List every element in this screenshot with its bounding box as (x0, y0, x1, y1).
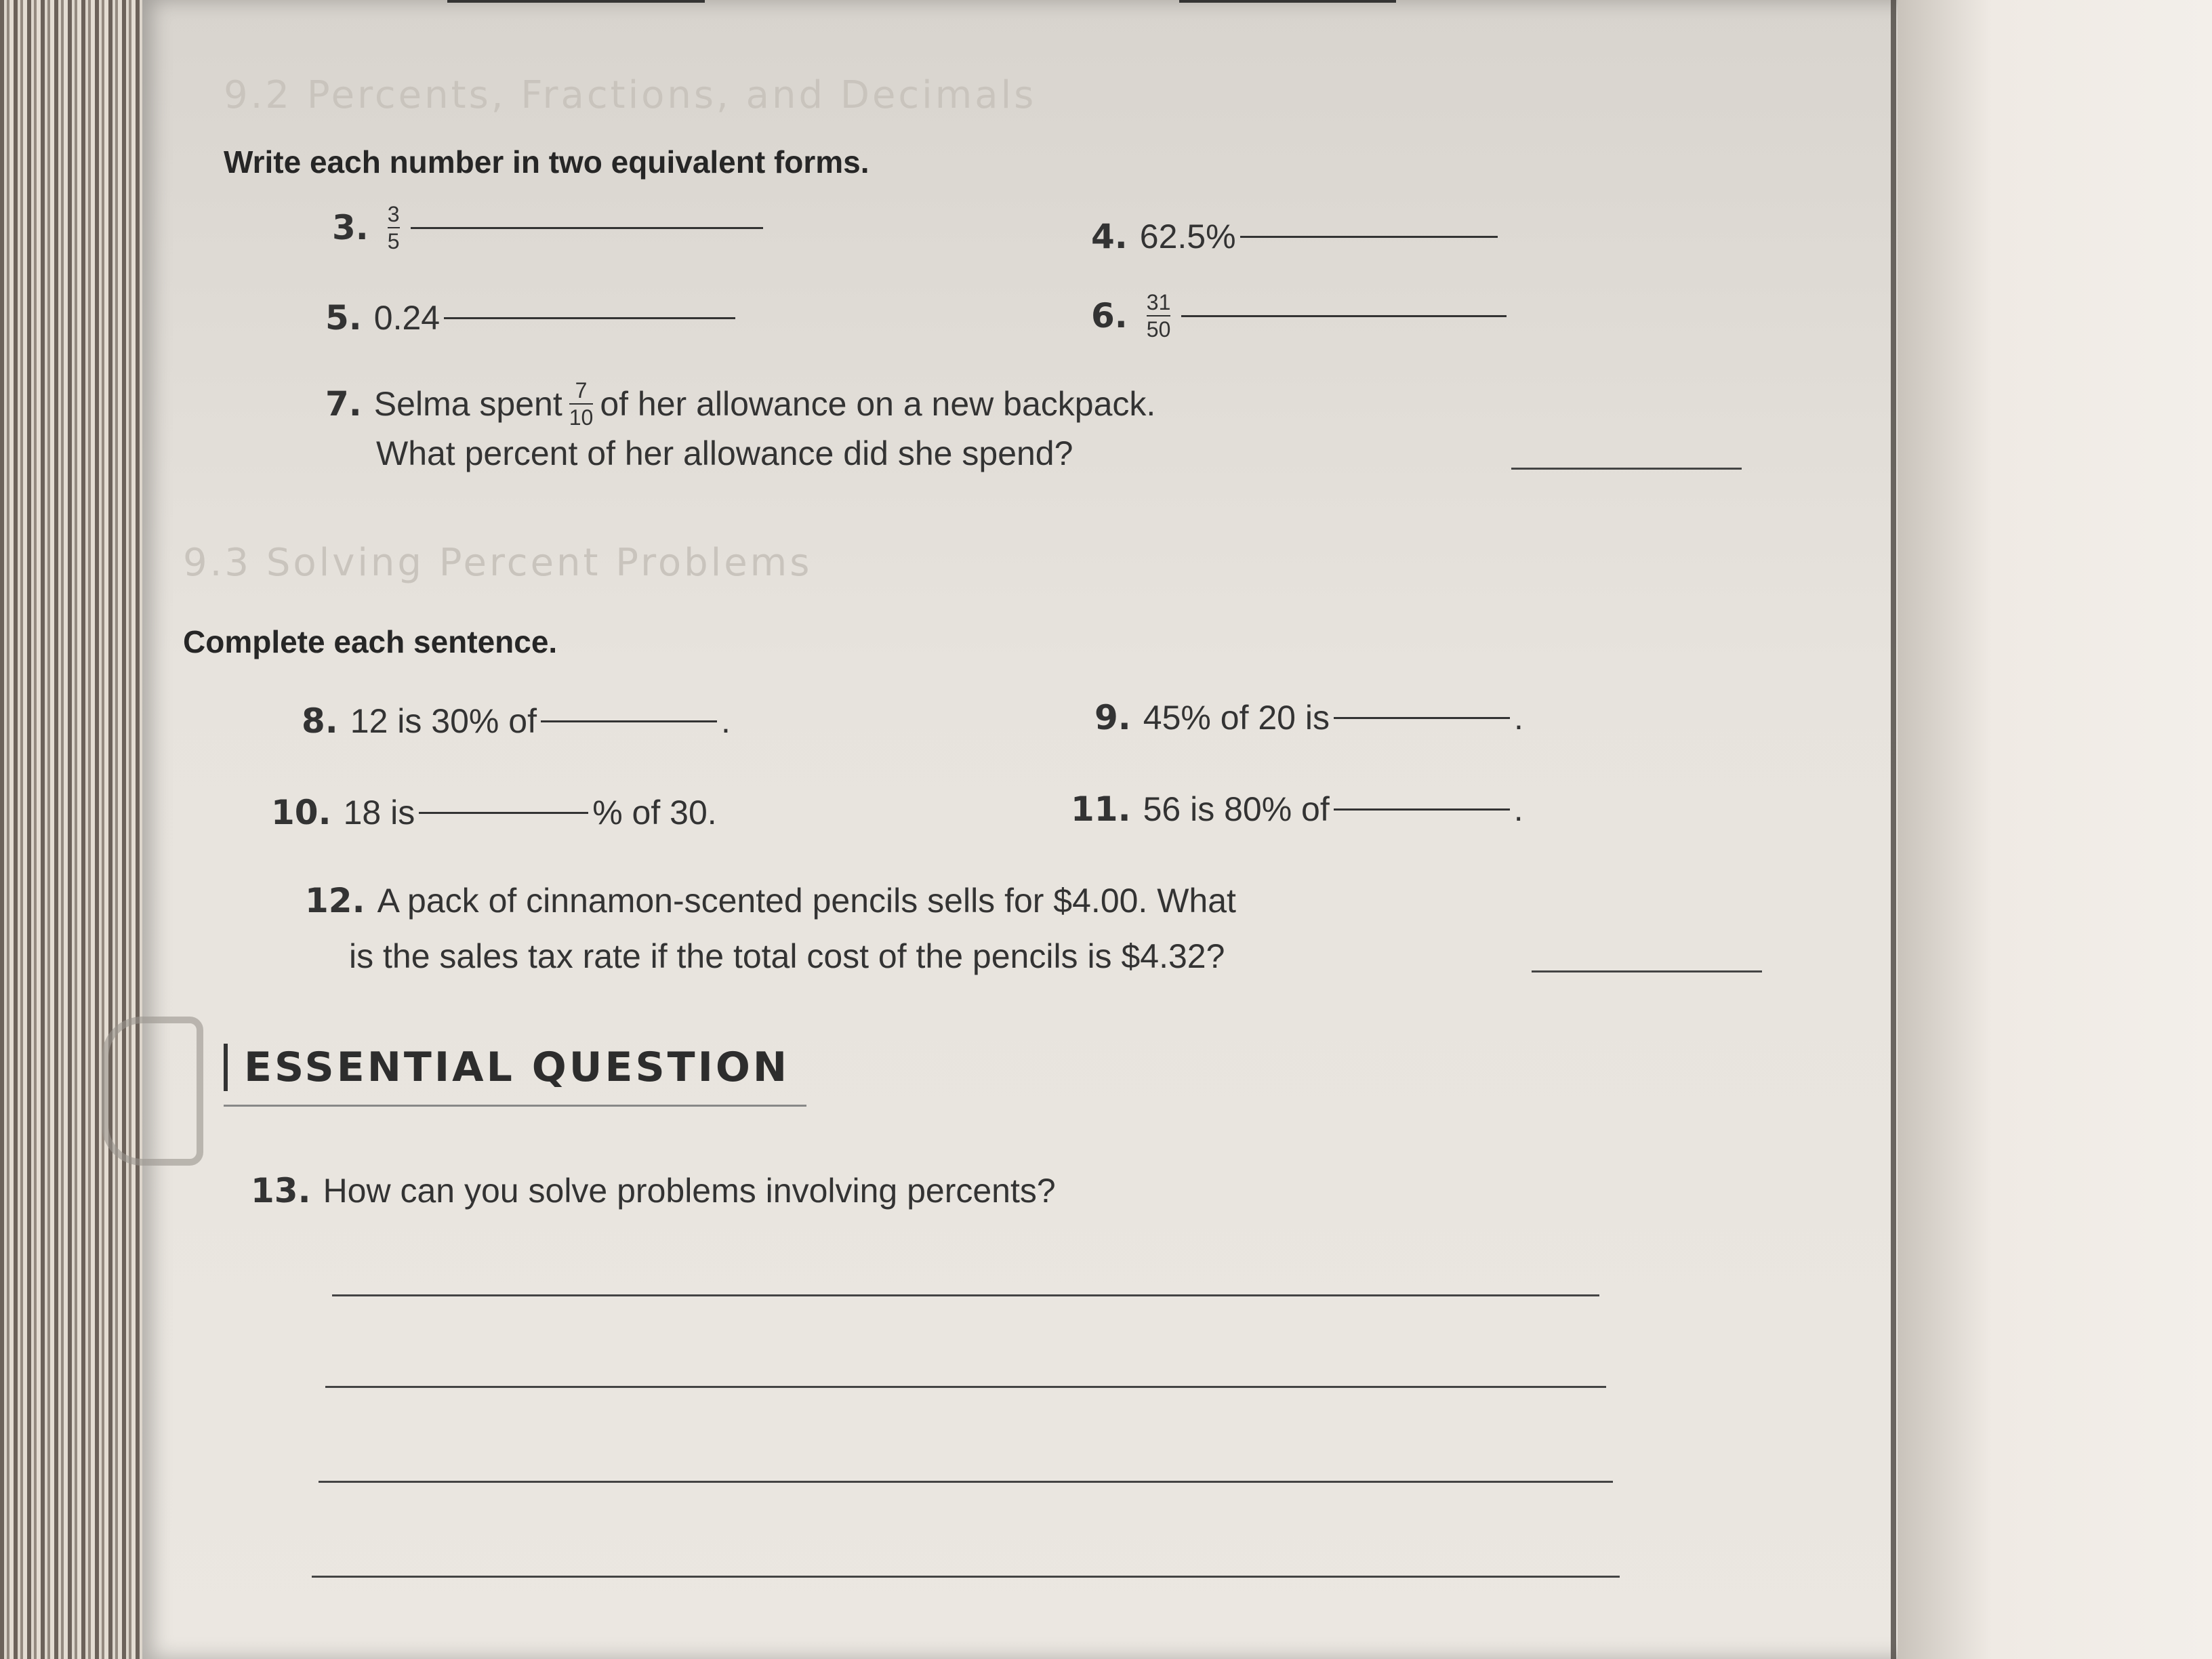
essential-question-icon (102, 1017, 203, 1166)
answer-line-12[interactable] (1532, 970, 1762, 972)
problem-number: 7. (325, 384, 362, 424)
heading-underline (224, 1105, 806, 1107)
period: . (1513, 699, 1523, 737)
top-rule-left (447, 0, 705, 3)
problem-number: 10. (271, 793, 331, 832)
fraction (569, 380, 594, 428)
problem-7-line-2: What percent of her allowance did she spend? (376, 434, 1073, 472)
problem-12 (305, 881, 1236, 920)
problem-text: Selma spent (373, 385, 562, 423)
problem-text: % of 30. (592, 794, 717, 832)
problem-11 (1071, 790, 1523, 829)
denominator: 10 (569, 405, 594, 430)
problem-5 (325, 298, 739, 337)
top-rule-right (1179, 0, 1396, 3)
answer-blank[interactable] (411, 227, 763, 229)
answer-blank[interactable] (419, 812, 588, 814)
problem-text: How can you solve problems involving percents? (323, 1172, 1056, 1210)
problem-value: 0.24 (373, 299, 441, 337)
problem-number: 11. (1071, 790, 1131, 829)
answer-blank[interactable] (1240, 236, 1498, 238)
problem-number: 12. (305, 881, 365, 920)
answer-blank[interactable] (541, 720, 717, 722)
denominator: 50 (1146, 317, 1171, 342)
problem-number: 13. (251, 1171, 311, 1210)
numerator: 31 (1146, 290, 1171, 314)
numerator: 3 (387, 202, 400, 226)
problem-text: 18 is (343, 794, 415, 832)
section-title-9-2: 9.2 Percents, Fractions, and Decimals (224, 73, 1037, 117)
problem-9 (1094, 698, 1523, 737)
numerator: 7 (575, 378, 588, 403)
problem-13 (251, 1171, 1056, 1210)
problem-6 (1091, 291, 1511, 340)
denominator: 5 (387, 229, 400, 253)
problem-10 (271, 793, 717, 832)
problem-number: 6. (1091, 296, 1128, 335)
problem-3 (332, 203, 767, 252)
page-border (1891, 0, 1896, 1659)
problem-text: 45% of 20 is (1143, 699, 1330, 737)
problem-value: 62.5% (1139, 218, 1236, 255)
problem-number: 9. (1094, 698, 1131, 737)
problem-7 (325, 380, 1155, 428)
answer-blank[interactable] (1334, 717, 1510, 719)
problem-text: 12 is 30% of (350, 702, 537, 740)
problem-number: 8. (302, 701, 338, 741)
answer-blank[interactable] (1334, 808, 1510, 811)
instruction-equivalent-forms: Write each number in two equivalent forms. (224, 144, 869, 180)
answer-blank[interactable] (1181, 315, 1507, 317)
book-page-edges (0, 0, 156, 1659)
problem-text: A pack of cinnamon-scented pencils sells for $4.00. What (377, 882, 1236, 920)
essay-line-2[interactable] (325, 1386, 1606, 1388)
problem-8 (302, 701, 731, 741)
essay-line-3[interactable] (319, 1481, 1613, 1483)
problem-number: 4. (1091, 217, 1128, 256)
period: . (1513, 790, 1523, 828)
problem-12-line-2: is the sales tax rate if the total cost of the pencils is $4.32? (349, 937, 1225, 975)
essential-question-heading: ESSENTIAL QUESTION (224, 1044, 790, 1091)
fraction (1147, 291, 1171, 340)
answer-line-7[interactable] (1511, 468, 1742, 470)
essay-line-4[interactable] (312, 1576, 1620, 1578)
section-title-9-3: 9.3 Solving Percent Problems (183, 541, 813, 585)
problem-number: 3. (332, 208, 369, 247)
problem-4 (1091, 217, 1502, 256)
problem-text: 56 is 80% of (1143, 790, 1330, 828)
answer-blank[interactable] (444, 317, 735, 319)
essay-line-1[interactable] (332, 1294, 1599, 1296)
period: . (720, 702, 731, 740)
instruction-complete: Complete each sentence. (183, 624, 558, 659)
fraction (388, 203, 400, 252)
problem-text: of her allowance on a new backpack. (600, 385, 1156, 423)
problem-number: 5. (325, 298, 362, 337)
next-page (1898, 0, 2212, 1659)
